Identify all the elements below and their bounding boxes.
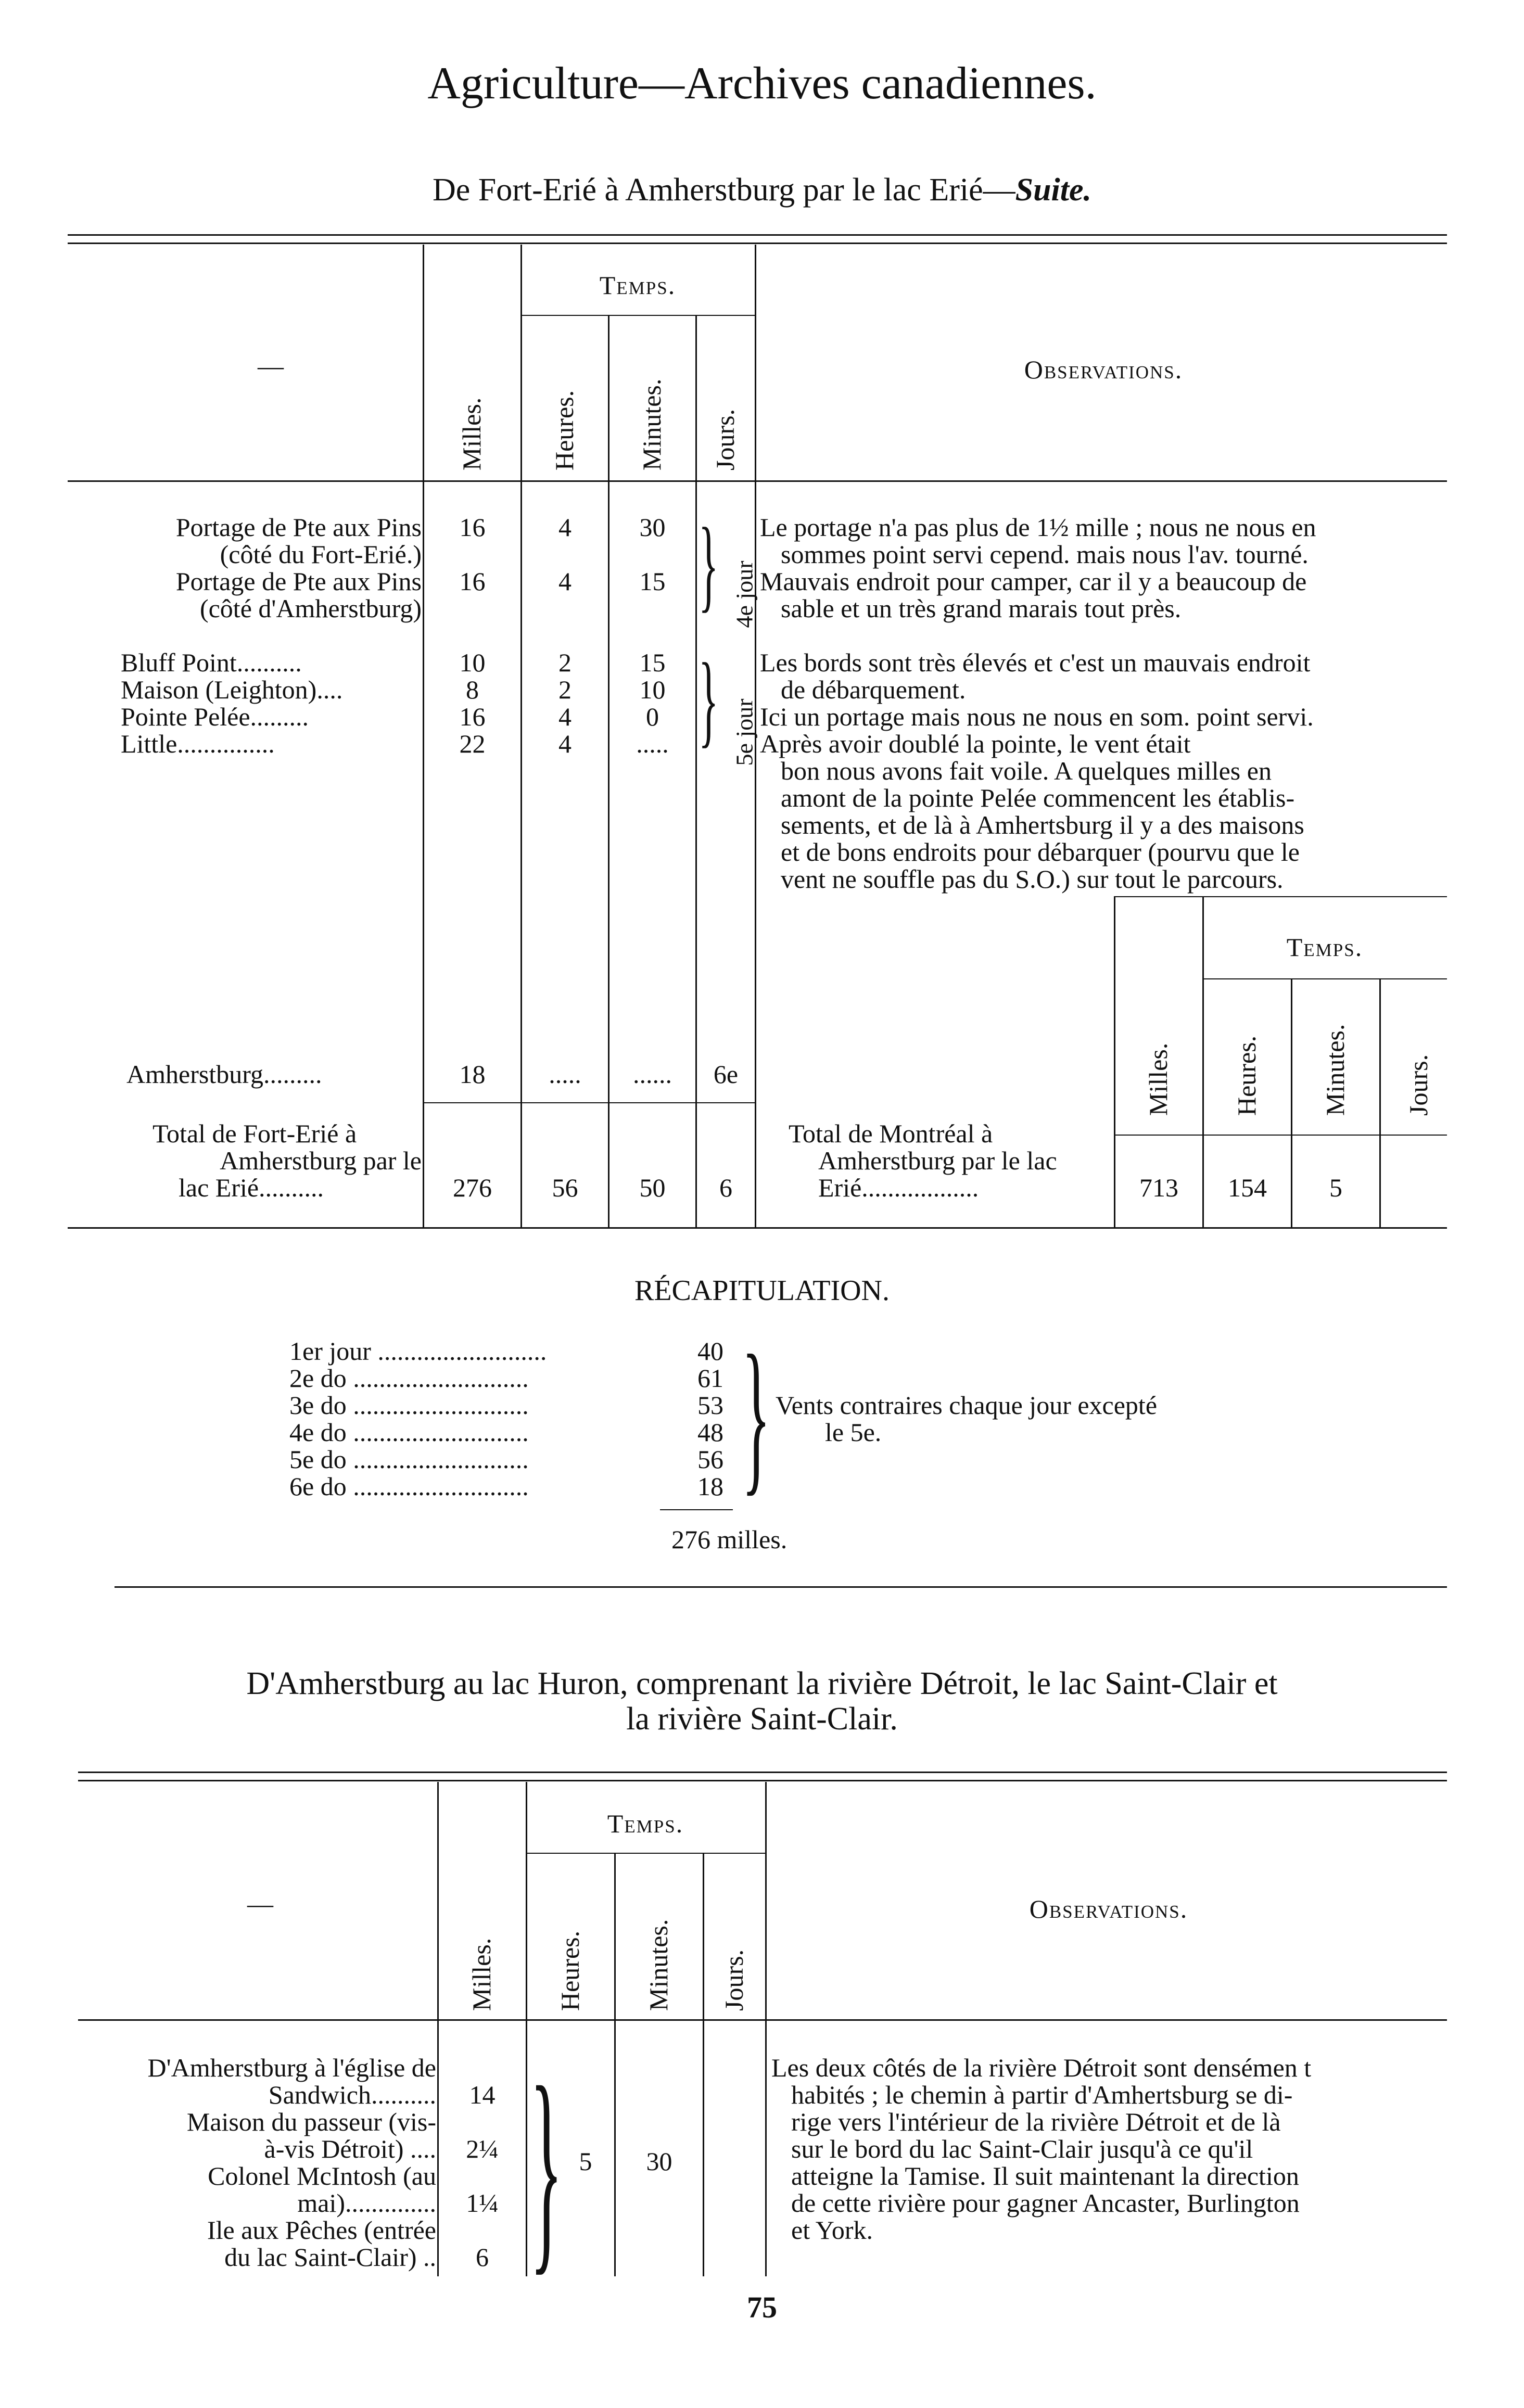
page-number: 75 [747,2290,777,2324]
total-montreal-label: Amherstburg par le lac [818,1146,1057,1175]
inner-header-rule [1114,1135,1447,1136]
header-rule [78,2019,1447,2021]
section2-title: la rivière Saint-Clair. [626,1701,898,1737]
header-observations: Observations. [1024,355,1183,384]
rule [78,1772,1447,1773]
inner-header-temps: Temps. [1286,933,1363,962]
recap-label: 5e do ........................... [289,1445,529,1474]
rule [68,243,1447,244]
total-montreal-minutes: 5 [1329,1173,1342,1202]
row-milles: 22 [459,729,486,758]
row-label: mai).............. [297,2188,436,2218]
total-milles: 276 [453,1173,492,1202]
obs-line: Après avoir doublé la pointe, le vent était [760,729,1191,758]
header-milles: Milles. [457,397,486,470]
row-milles: 6 [476,2243,489,2272]
obs-line: bon nous avons fait voile. A quelques milles en [781,756,1272,785]
obs-line: de cette rivière pour gagner Ancaster, Burlington [791,2188,1300,2218]
jour-4e: 4e jour [731,560,758,628]
row-label: D'Amherstburg à l'église de [147,2053,436,2082]
row-milles: 1¼ [466,2188,499,2218]
row-milles: 2¼ [466,2134,499,2163]
header-dash: — [247,1889,273,1918]
obs-line: Les deux côtés de la rivière Détroit sont densémen t [771,2053,1312,2082]
obs-line: de débarquement. [781,675,966,704]
row-heures: 2 [558,648,572,677]
col-rule [526,1782,527,2276]
page-title: Agriculture—Archives canadiennes. [427,58,1097,109]
row-label: Sandwich.......... [268,2080,436,2109]
row-minutes: 15 [639,648,666,677]
inner-header-heures: Heures. [1232,1035,1261,1116]
row-milles: 16 [459,567,486,596]
total-minutes: 50 [639,1173,666,1202]
amherstburg-milles: 18 [459,1060,486,1089]
header-minutes: Minutes. [637,378,666,470]
row-heures: 4 [558,729,572,758]
row-label: du lac Saint-Clair) .. [224,2243,436,2272]
section1-title-suite: Suite. [1015,172,1092,208]
col-rule [765,1782,767,2276]
recap-value: 18 [697,1472,723,1501]
section2-heures: 5 [579,2147,592,2176]
recap-value: 61 [697,1364,723,1393]
rule [68,234,1447,236]
header-heures: Heures. [555,1930,585,2011]
row-label: Pointe Pelée......... [121,702,309,731]
col-rule [608,315,609,1227]
recap-value: 53 [697,1391,723,1420]
total-rule [423,1102,755,1103]
row-label: (côté du Fort-Erié.) [220,540,422,569]
obs-line: Le portage n'a pas plus de 1½ mille ; nous ne nous en [760,513,1316,542]
row-heures: 4 [558,702,572,731]
obs-line: Les bords sont très élevés et c'est un mauvais endroit [760,648,1311,677]
total-label: Total de Fort-Erié à [153,1119,357,1148]
header-temps: Temps. [599,271,676,300]
obs-line: amont de la pointe Pelée commencent les établis- [781,783,1295,812]
row-label: Portage de Pte aux Pins [175,567,422,596]
total-montreal-label: Total de Montréal à [789,1119,993,1148]
header-rule [68,480,1447,482]
row-milles: 16 [459,513,486,542]
header-heures: Heures. [550,390,579,470]
row-label: Colonel McIntosh (au [208,2161,436,2190]
section2-title: D'Amherstburg au lac Huron, comprenant la rivière Détroit, le lac Saint-Clair et [246,1666,1278,1701]
recap-brace: } [742,1320,771,1510]
section2-brace: } [530,2041,563,2294]
inner-header-jours: Jours. [1404,1054,1433,1116]
row-minutes: 10 [639,675,666,704]
temps-rule [520,315,755,316]
row-label: à-vis Détroit) .... [264,2134,436,2163]
total-jours: 6 [719,1173,732,1202]
brace-4e-jour: } [698,507,719,622]
section1-title [0,172,1524,209]
obs-line: et York. [791,2215,873,2245]
inner-header-minutes: Minutes. [1320,1024,1350,1116]
row-heures: 2 [558,675,572,704]
total-montreal-milles: 713 [1139,1173,1178,1202]
row-milles: 16 [459,702,486,731]
inner-header-milles: Milles. [1144,1042,1173,1116]
total-montreal-heures: 154 [1228,1173,1267,1202]
row-milles: 10 [459,648,486,677]
col-rule [614,1853,616,2276]
inner-temps-rule [1202,978,1447,979]
temps-rule [526,1853,765,1854]
obs-line: sur le bord du lac Saint-Clair jusqu'à ce qu'il [791,2134,1253,2163]
row-heures: 4 [558,567,572,596]
col-rule [695,315,697,1227]
obs-line: sements, et de là à Amhertsburg il y a des maisons [781,810,1304,839]
amherstburg-heures: ..... [549,1060,581,1089]
obs-line: habités ; le chemin à partir d'Amhertsburg se di- [791,2080,1293,2109]
inner-rule [1114,896,1447,897]
row-milles: 14 [469,2080,496,2109]
header-temps: Temps. [607,1809,684,1838]
jour-5e: 5e jour [731,698,758,766]
recap-value: 48 [697,1418,723,1447]
header-dash: — [258,351,284,380]
total-montreal-label: Erié.................. [818,1173,979,1202]
row-label: Little............... [121,729,275,758]
section2-minutes: 30 [646,2147,672,2176]
row-minutes: ..... [636,729,669,758]
header-observations: Observations. [1029,1894,1188,1923]
brace-5e-jour: } [698,642,719,757]
header-jours: Jours. [719,1949,748,2011]
header-milles: Milles. [467,1938,496,2011]
recap-label: 4e do ........................... [289,1418,529,1447]
recap-value: 56 [697,1445,723,1474]
rule [115,1586,1447,1588]
obs-line: Mauvais endroit pour camper, car il y a beaucoup de [760,567,1307,596]
row-minutes: 0 [646,702,659,731]
recap-note: Vents contraires chaque jour excepté [776,1391,1158,1420]
total-label: lac Erié.......... [179,1173,324,1202]
header-minutes: Minutes. [644,1919,673,2011]
row-label: Maison (Leighton).... [121,675,343,704]
obs-line: sommes point servi cepend. mais nous l'av. tourné. [781,540,1309,569]
obs-line: rige vers l'intérieur de la rivière Détroit et de là [791,2107,1281,2136]
obs-line: sable et un très grand marais tout près. [781,594,1182,623]
recap-note: le 5e. [825,1418,882,1447]
section1-title-main: De Fort-Erié à Amherstburg par le lac Erié— [432,172,1015,208]
total-label: Amherstburg par le [220,1146,422,1175]
recap-label: 1er jour .......................... [289,1336,547,1366]
rule [68,1227,1447,1229]
row-label: Bluff Point.......... [121,648,302,677]
obs-line: atteigne la Tamise. Il suit maintenant la direction [791,2161,1299,2190]
row-label: Portage de Pte aux Pins [175,513,422,542]
amherstburg-label: Amherstburg......... [126,1060,322,1089]
recap-label: 3e do ........................... [289,1391,529,1420]
obs-line: vent ne souffle pas du S.O.) sur tout le parcours. [781,864,1284,894]
recap-sum-rule [660,1509,733,1510]
recap-label: 6e do ........................... [289,1472,529,1501]
obs-line: Ici un portage mais nous ne nous en som. point servi. [760,702,1314,731]
row-minutes: 30 [639,513,666,542]
row-minutes: 15 [639,567,666,596]
total-heures: 56 [552,1173,578,1202]
row-milles: 8 [466,675,479,704]
col-rule [703,1853,704,2276]
row-label: (côté d'Amherstburg) [199,594,422,623]
recap-total: 276 milles. [671,1525,788,1554]
header-jours: Jours. [710,409,740,470]
amherstburg-minutes: ...... [633,1060,672,1089]
obs-line: et de bons endroits pour débarquer (pourvu que le [781,837,1300,867]
inner-col-rule [1379,978,1381,1227]
recap-label: 2e do ........................... [289,1364,529,1393]
row-label: Maison du passeur (vis- [186,2107,436,2136]
recap-value: 40 [697,1336,723,1366]
recap-title: RÉCAPITULATION. [634,1275,890,1307]
rule [78,1780,1447,1781]
row-heures: 4 [558,513,572,542]
row-label: Ile aux Pêches (entrée [207,2215,436,2245]
amherstburg-jours: 6e [713,1060,739,1089]
